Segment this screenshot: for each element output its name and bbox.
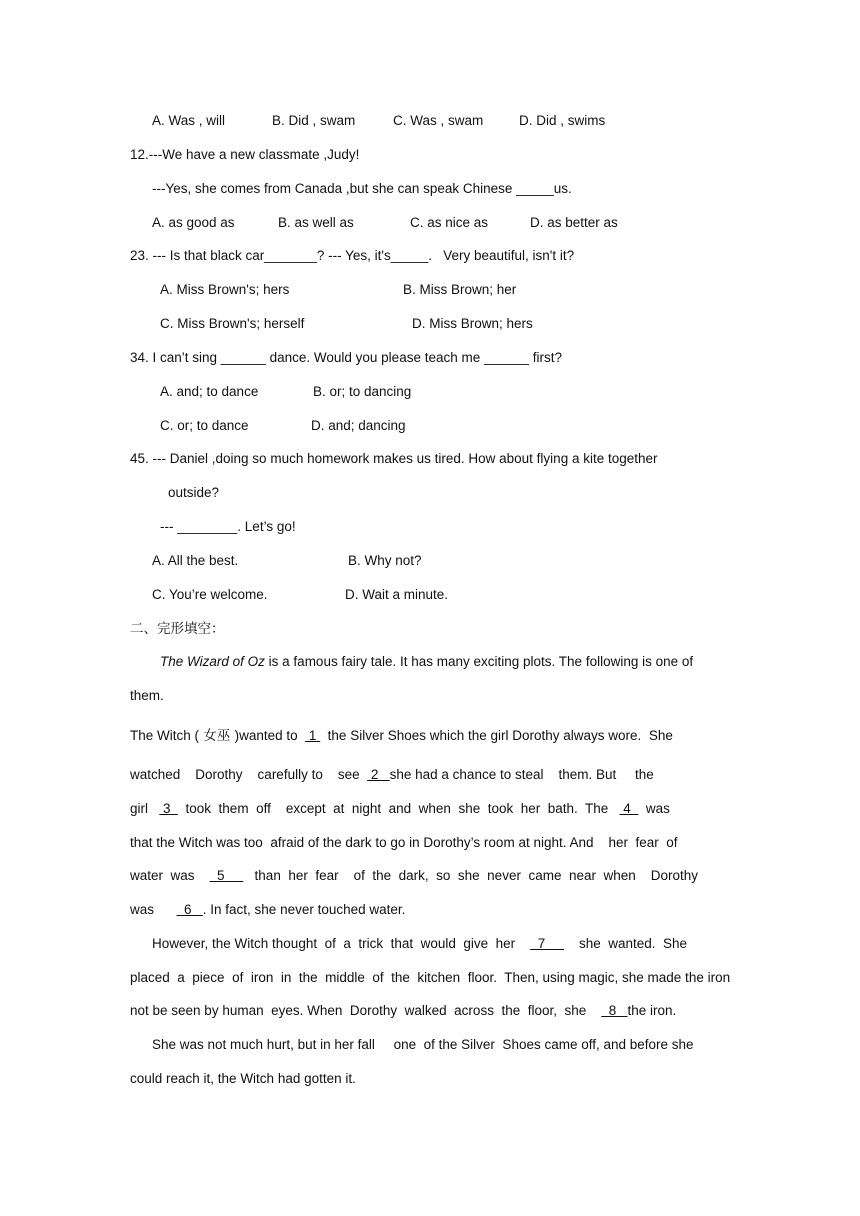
passage-line: placed a piece of iron in the middle of the kitchen floor. Then, using magic, she made the iron <box>130 970 731 985</box>
passage-line <box>130 901 405 919</box>
option-a: A. All the best. <box>152 553 239 568</box>
question-45-line3: --- ________. Let’s go! <box>160 519 296 534</box>
text-segment: the iron. <box>627 1003 677 1018</box>
passage-line <box>130 1002 676 1020</box>
option-c: C. Miss Brown's; herself <box>160 316 305 331</box>
question-45-line2: outside? <box>168 485 220 500</box>
text-segment: she had a chance to steal them. But the <box>389 767 654 782</box>
text-segment: )wanted to <box>234 728 306 743</box>
text-segment: than her fear of the dark, so she never came near when Dorothy <box>243 868 699 883</box>
text-segment: the Silver Shoes which the girl Dorothy always wore. She <box>320 728 673 743</box>
option-c: C. You’re welcome. <box>152 587 268 602</box>
question-12-line1: 12.---We have a new classmate ,Judy! <box>130 147 360 162</box>
text-segment: However, the Witch thought of a trick that would give her <box>152 936 531 951</box>
text-segment: she wanted. She <box>563 936 688 951</box>
option-c: C. as nice as <box>410 215 489 230</box>
question-23-stem: 23. --- Is that black car_______? --- Yes, it's_____. Very beautiful, isn't it? <box>130 248 575 263</box>
text-segment: . In fact, she never touched water. <box>202 902 406 917</box>
book-title: The Wizard of Oz <box>160 654 265 669</box>
option-a: A. and; to dance <box>160 384 259 399</box>
option-c: C. Was , swam <box>393 113 484 128</box>
blank-2: 2 <box>367 767 390 782</box>
option-d: D. Wait a minute. <box>345 587 449 602</box>
passage-line <box>130 800 670 818</box>
text-segment: 女巫 <box>199 728 235 744</box>
option-a: A. as good as <box>152 215 235 230</box>
passage-line <box>152 935 687 953</box>
text-segment: water was <box>130 868 210 883</box>
blank-5: 5 <box>209 868 244 883</box>
passage-intro <box>160 653 693 671</box>
text-segment: was <box>130 902 177 917</box>
question-45-line1: 45. --- Daniel ,doing so much homework makes us tired. How about flying a kite together <box>130 451 658 466</box>
option-b: B. or; to dancing <box>313 384 412 399</box>
passage-line <box>130 766 654 784</box>
option-b: B. Did , swam <box>272 113 356 128</box>
passage-line <box>130 867 698 885</box>
question-12-line2: ---Yes, she comes from Canada ,but she can speak Chinese _____us. <box>152 181 572 196</box>
blank-6: 6 <box>176 902 203 917</box>
text-segment: girl <box>130 801 160 816</box>
option-d: D. Miss Brown; hers <box>412 316 533 331</box>
blank-8: 8 <box>601 1003 628 1018</box>
section-heading: 二、完形填空： <box>130 621 225 637</box>
blank-4: 4 <box>619 801 639 816</box>
blank-3: 3 <box>159 801 179 816</box>
option-b: B. Why not? <box>348 553 422 568</box>
option-a: A. Miss Brown's; hers <box>160 282 290 297</box>
text-segment: took them off except at night and when she took her bath. The <box>178 801 620 816</box>
intro-text: is a famous fairy tale. It has many exciting plots. The following is one of <box>264 654 694 669</box>
passage-line: She was not much hurt, but in her fall one of the Silver Shoes came off, and before she <box>152 1037 694 1052</box>
passage-line: that the Witch was too afraid of the dark to go in Dorothy’s room at night. And her fear of <box>130 835 678 850</box>
passage-line: could reach it, the Witch had gotten it. <box>130 1071 356 1086</box>
text-segment: The Witch ( <box>130 728 200 743</box>
option-b: B. Miss Brown; her <box>403 282 517 297</box>
option-d: D. as better as <box>530 215 618 230</box>
text-segment: was <box>638 801 670 816</box>
passage-intro-line2: them. <box>130 688 164 703</box>
option-d: D. Did , swims <box>519 113 606 128</box>
text-segment: not be seen by human eyes. When Dorothy walked across the floor, she <box>130 1003 602 1018</box>
text-segment: watched Dorothy carefully to see <box>130 767 368 782</box>
option-c: C. or; to dance <box>160 418 249 433</box>
blank-7: 7 <box>530 936 564 951</box>
question-34-stem: 34. I can’t sing ______ dance. Would you please teach me ______ first? <box>130 350 563 365</box>
option-b: B. as well as <box>278 215 354 230</box>
option-a: A. Was , will <box>152 113 226 128</box>
blank-1: 1 <box>305 728 321 743</box>
passage-line <box>130 727 673 745</box>
option-d: D. and; dancing <box>311 418 406 433</box>
